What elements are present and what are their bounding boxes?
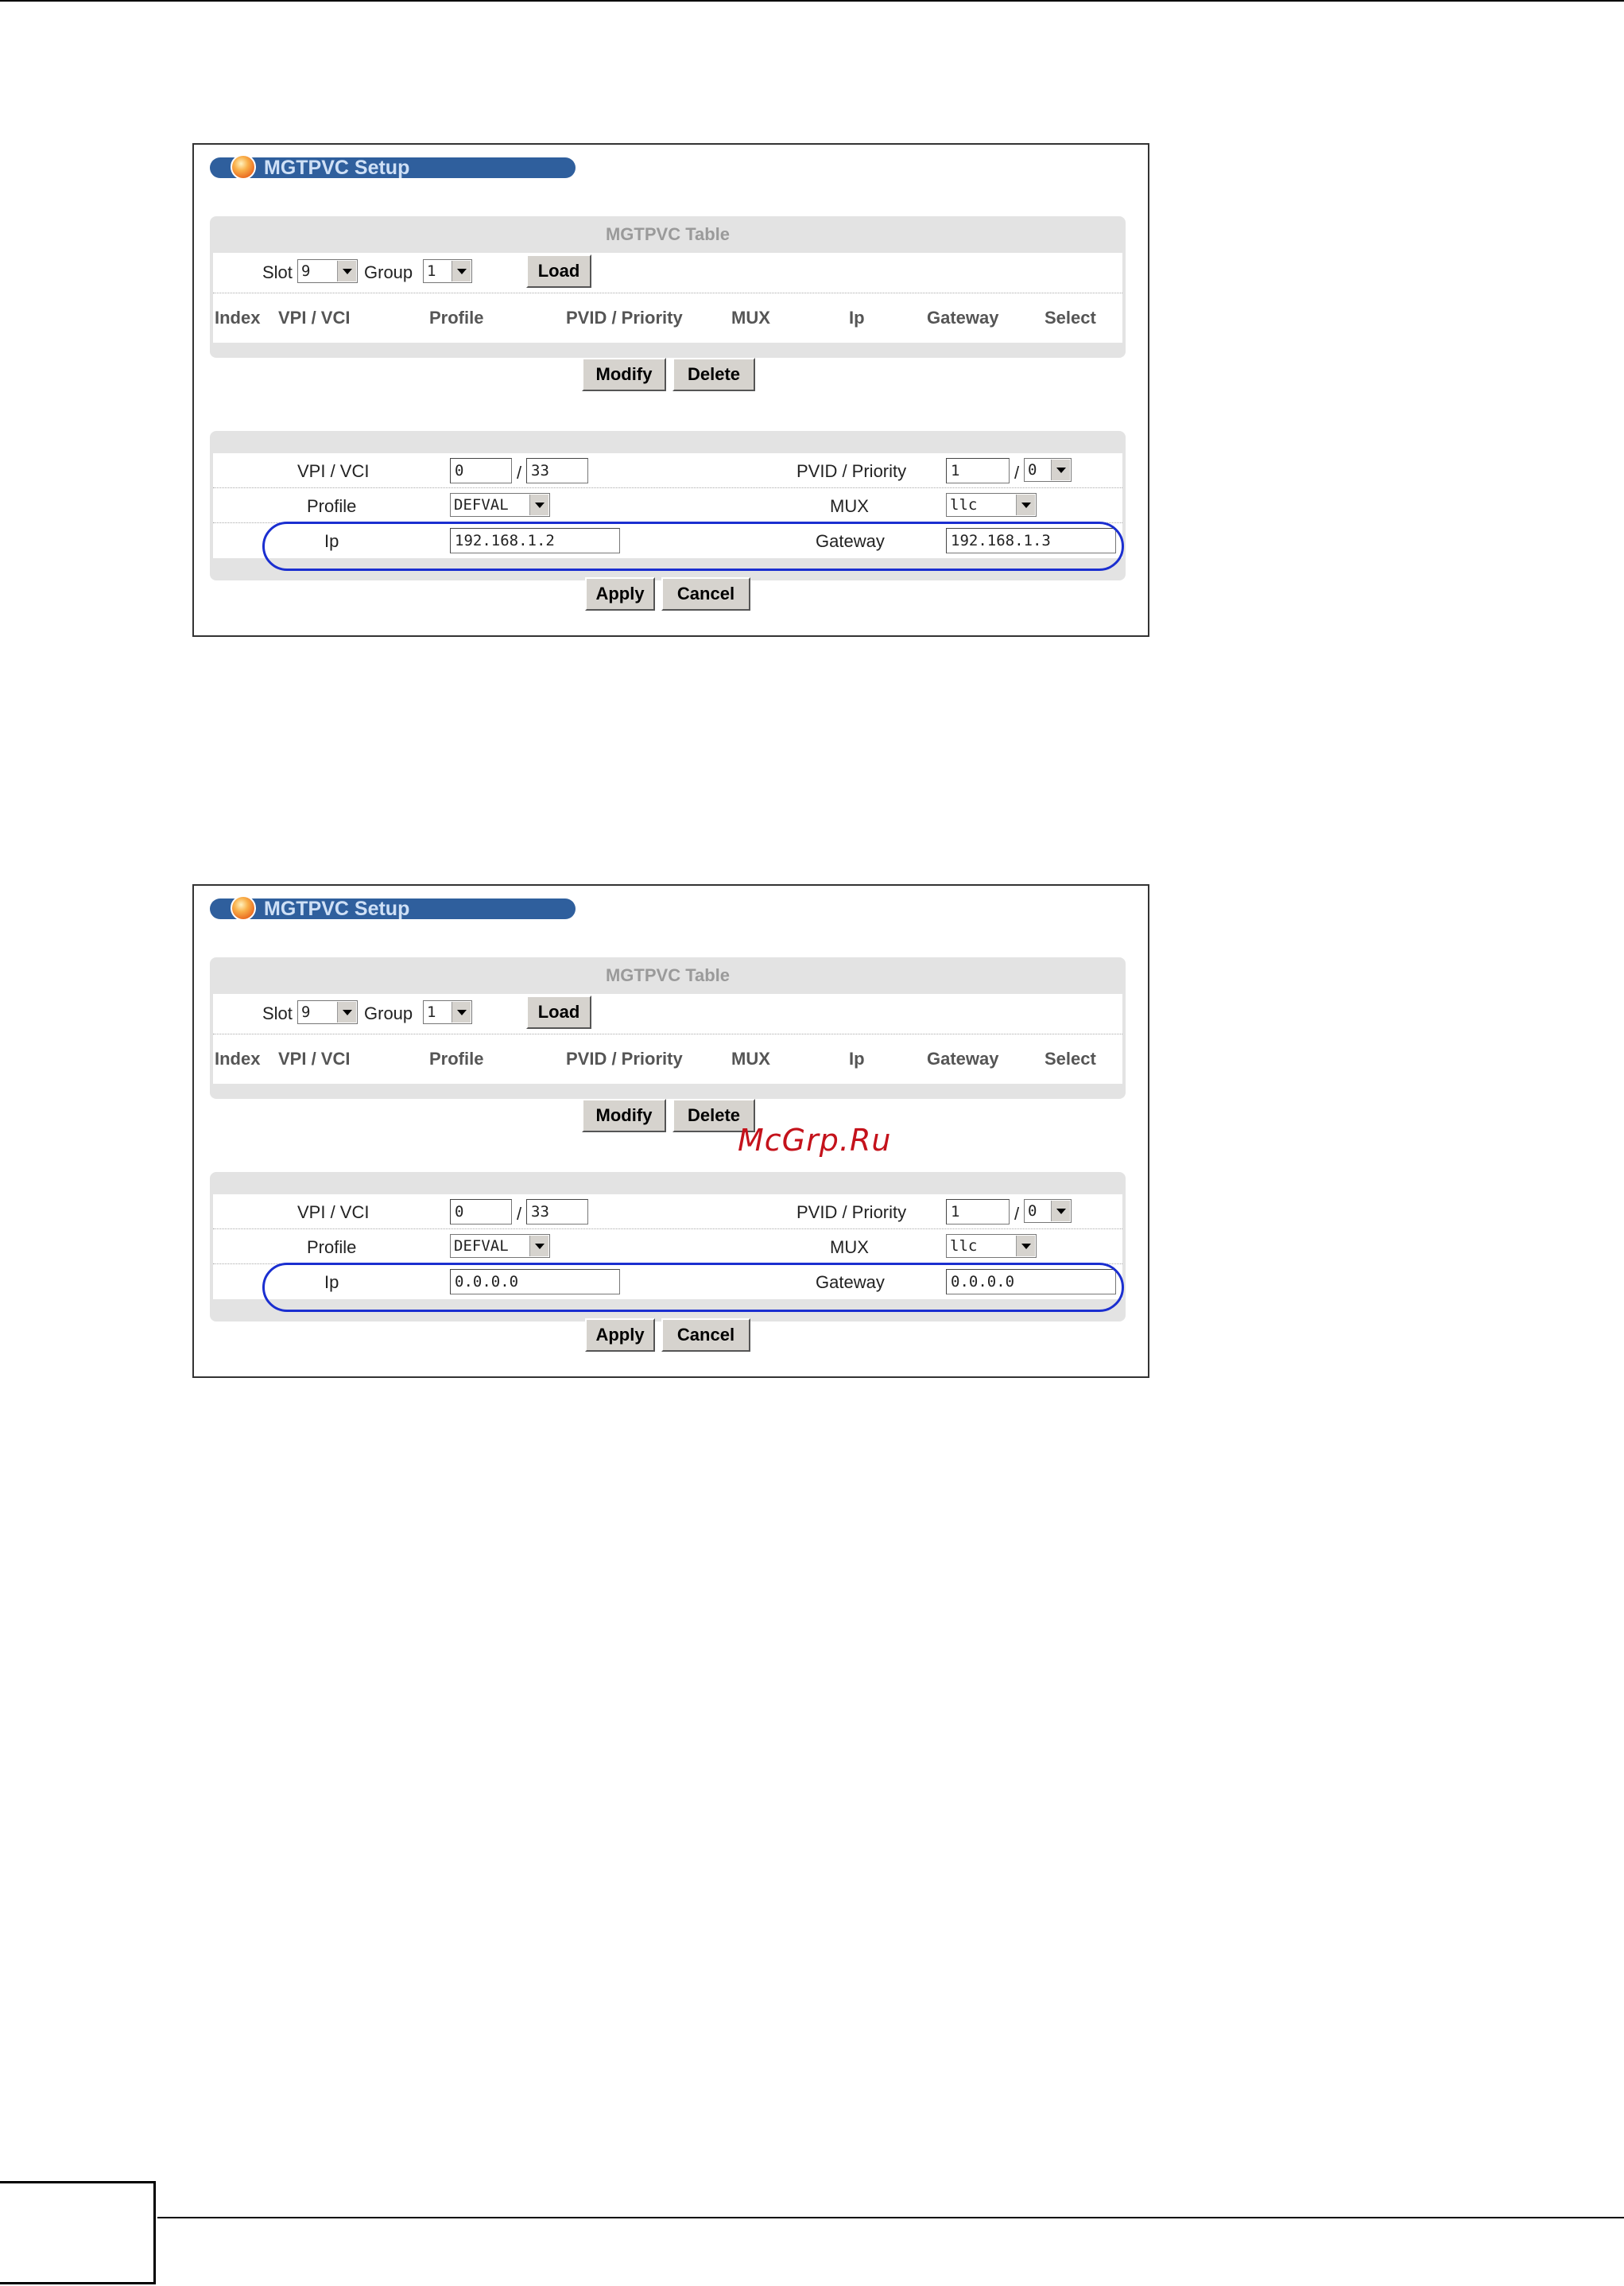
cancel-button[interactable]: Cancel: [661, 577, 750, 611]
gateway-label: Gateway: [816, 531, 885, 551]
watermark-text: McGrp.Ru: [738, 1123, 892, 1158]
slot-value: 9: [301, 262, 311, 280]
load-button[interactable]: Load: [526, 996, 591, 1029]
column-header: VPI / VCI: [278, 1049, 351, 1069]
column-header: Select: [1045, 308, 1096, 328]
priority-select[interactable]: [1024, 1199, 1072, 1223]
priority-value: 0: [1028, 1202, 1037, 1220]
slash-separator: /: [1014, 1204, 1020, 1224]
priority-value: 0: [1028, 461, 1037, 479]
vci-input[interactable]: 33: [526, 1199, 588, 1225]
column-header: MUX: [731, 308, 770, 328]
dropdown-arrow-icon: [337, 261, 356, 281]
dropdown-arrow-icon: [337, 1002, 356, 1023]
column-header: Profile: [429, 1049, 484, 1069]
slot-value: 9: [301, 1003, 311, 1021]
page-top-rule: [0, 0, 1624, 2]
column-header: PVID / Priority: [566, 1049, 683, 1069]
orange-ball-icon: [231, 895, 256, 921]
column-header: Ip: [849, 1049, 865, 1069]
form-row-vpivci: [213, 453, 1122, 488]
highlight-oval: [262, 1263, 1124, 1312]
column-header: VPI / VCI: [278, 308, 351, 328]
profile-value: DEFVAL: [454, 1237, 509, 1255]
apply-button[interactable]: Apply: [585, 577, 655, 611]
profile-label: Profile: [307, 1237, 357, 1257]
title-bar: [210, 898, 576, 919]
ip-label: Ip: [324, 1272, 339, 1292]
delete-button[interactable]: Delete: [672, 358, 755, 391]
table-header-row: [213, 1034, 1122, 1084]
pvid-input[interactable]: 1: [946, 1199, 1010, 1225]
mgtpvc-table-panel: [210, 216, 1126, 358]
group-label: Group: [364, 1003, 413, 1023]
mgtpvc-setup-screen-1: [192, 143, 1149, 637]
group-select[interactable]: [423, 1000, 472, 1024]
table-title: MGTPVC Table: [605, 965, 731, 985]
cancel-button[interactable]: Cancel: [661, 1318, 750, 1352]
ip-label: Ip: [324, 531, 339, 551]
column-header: Select: [1045, 1049, 1096, 1069]
slot-label: Slot: [262, 1003, 293, 1023]
page-number-box: [0, 2181, 156, 2284]
gateway-input[interactable]: 0.0.0.0: [946, 1269, 1116, 1294]
slot-select[interactable]: [297, 259, 358, 283]
slot-label: Slot: [262, 262, 293, 282]
highlight-oval: [262, 522, 1124, 571]
mux-value: llc: [950, 496, 978, 514]
profile-select[interactable]: [450, 1234, 550, 1258]
column-header: Profile: [429, 308, 484, 328]
table-title: MGTPVC Table: [605, 224, 731, 244]
vpi-vci-label: VPI / VCI: [297, 461, 370, 481]
dropdown-arrow-icon: [452, 1002, 471, 1023]
gateway-label: Gateway: [816, 1272, 885, 1292]
screen-title: MGTPVC Setup: [264, 898, 410, 920]
column-header: MUX: [731, 1049, 770, 1069]
profile-select[interactable]: [450, 493, 550, 517]
title-bar: [210, 157, 576, 178]
form-row-profile: [213, 488, 1122, 523]
pvid-priority-label: PVID / Priority: [796, 1202, 907, 1222]
vpi-vci-label: VPI / VCI: [297, 1202, 370, 1222]
dropdown-arrow-icon: [1051, 1201, 1070, 1221]
vpi-input[interactable]: 0: [450, 1199, 512, 1225]
load-button[interactable]: Load: [526, 254, 591, 288]
dropdown-arrow-icon: [1016, 1236, 1035, 1256]
column-header: Gateway: [927, 1049, 999, 1069]
group-select[interactable]: [423, 259, 472, 283]
mux-select[interactable]: [946, 493, 1037, 517]
pvid-priority-label: PVID / Priority: [796, 461, 907, 481]
column-header: Index: [215, 308, 261, 328]
group-value: 1: [427, 1003, 436, 1021]
modify-button[interactable]: Modify: [582, 1099, 666, 1132]
column-header: Gateway: [927, 308, 999, 328]
slash-separator: /: [517, 463, 522, 483]
delete-button[interactable]: Delete: [672, 1099, 755, 1132]
ip-input[interactable]: 0.0.0.0: [450, 1269, 620, 1294]
column-header: PVID / Priority: [566, 308, 683, 328]
slot-select[interactable]: [297, 1000, 358, 1024]
group-value: 1: [427, 262, 436, 280]
vpi-input[interactable]: 0: [450, 458, 512, 483]
mux-value: llc: [950, 1237, 978, 1255]
priority-select[interactable]: [1024, 458, 1072, 482]
slot-group-row: [213, 253, 1122, 293]
form-row-profile: [213, 1229, 1122, 1264]
orange-ball-icon: [231, 154, 256, 180]
dropdown-arrow-icon: [1016, 495, 1035, 515]
dropdown-arrow-icon: [529, 1236, 548, 1256]
column-header: Index: [215, 1049, 261, 1069]
screen-title: MGTPVC Setup: [264, 157, 410, 179]
mux-select[interactable]: [946, 1234, 1037, 1258]
slash-separator: /: [517, 1204, 522, 1224]
modify-button[interactable]: Modify: [582, 358, 666, 391]
vci-input[interactable]: 33: [526, 458, 588, 483]
slash-separator: /: [1014, 463, 1020, 483]
table-header-row: [213, 293, 1122, 343]
group-label: Group: [364, 262, 413, 282]
profile-value: DEFVAL: [454, 496, 509, 514]
apply-button[interactable]: Apply: [585, 1318, 655, 1352]
form-row-vpivci: [213, 1194, 1122, 1229]
dropdown-arrow-icon: [1051, 460, 1070, 480]
ip-input[interactable]: 192.168.1.2: [450, 528, 620, 553]
column-header: Ip: [849, 308, 865, 328]
page-bottom-rule: [157, 2217, 1624, 2218]
mux-label: MUX: [830, 496, 869, 516]
dropdown-arrow-icon: [529, 495, 548, 515]
dropdown-arrow-icon: [452, 261, 471, 281]
slot-group-row: [213, 994, 1122, 1034]
mgtpvc-table-panel: [210, 957, 1126, 1099]
gateway-input[interactable]: 192.168.1.3: [946, 528, 1116, 553]
mgtpvc-setup-screen-2: [192, 884, 1149, 1378]
pvid-input[interactable]: 1: [946, 458, 1010, 483]
profile-label: Profile: [307, 496, 357, 516]
mux-label: MUX: [830, 1237, 869, 1257]
